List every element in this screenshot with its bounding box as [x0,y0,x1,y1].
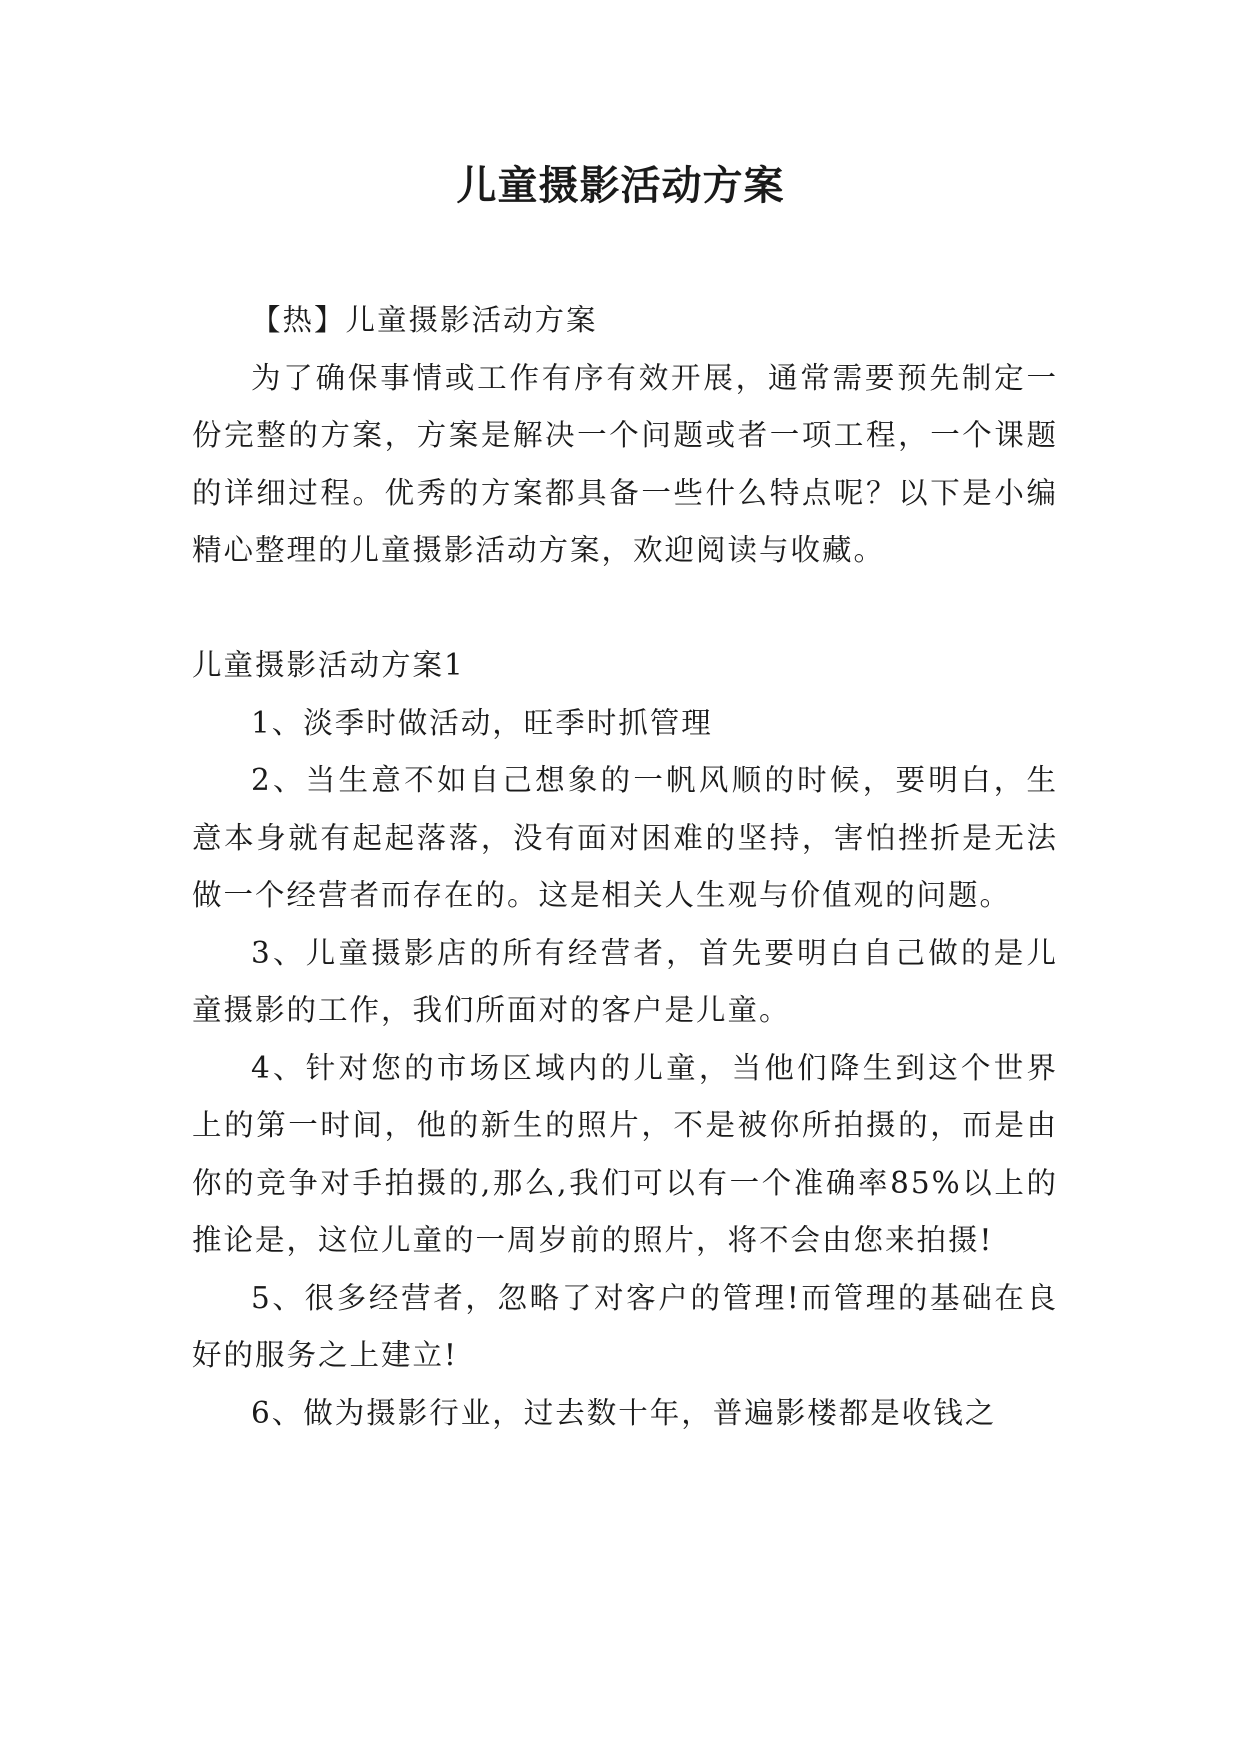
paragraph-item-5: 5、很多经营者，忽略了对客户的管理!而管理的基础在良好的服务之上建立! [192,1280,1058,1372]
document-body [192,292,1058,1442]
paragraph-item-2: 2、当生意不如自己想象的一帆风顺的时候，要明白，生意本身就有起起落落，没有面对困难的坚持，害怕挫折是无法做一个经营者而存在的。这是相关人生观与价值观的问题。 [192,763,1058,912]
paragraph-item-4: 4、针对您的市场区域内的儿童，当他们降生到这个世界上的第一时间，他的新生的照片，不是被你所拍摄的，而是由你的竞争对手拍摄的,那么,我们可以有一个准确率85%以上的推论是，这位儿童的一周岁前的照片，将不会由您来拍摄! [192,1050,1058,1257]
paragraph-item-3: 3、儿童摄影店的所有经营者，首先要明白自己做的是儿童摄影的工作，我们所面对的客户是儿童。 [192,935,1058,1027]
section-heading: 儿童摄影活动方案1 [192,648,465,682]
document-title: 儿童摄影活动方案 [456,162,785,209]
paragraph-item-6: 6、做为摄影行业，过去数十年，普遍影楼都是收钱之 [251,1395,997,1430]
paragraph-intro: 为了确保事情或工作有序有效开展，通常需要预先制定一份完整的方案，方案是解决一个问题或者一项工程，一个课题的详细过程。优秀的方案都具备一些什么特点呢？以下是小编精心整理的儿童摄影活动方案，欢迎阅读与收藏。 [192,360,1058,567]
paragraph-item-1: 1、淡季时做活动，旺季时抓管理 [251,705,713,740]
paragraph-gap [192,580,1058,638]
paragraph-hot-heading: 【热】儿童摄影活动方案 [251,303,598,337]
